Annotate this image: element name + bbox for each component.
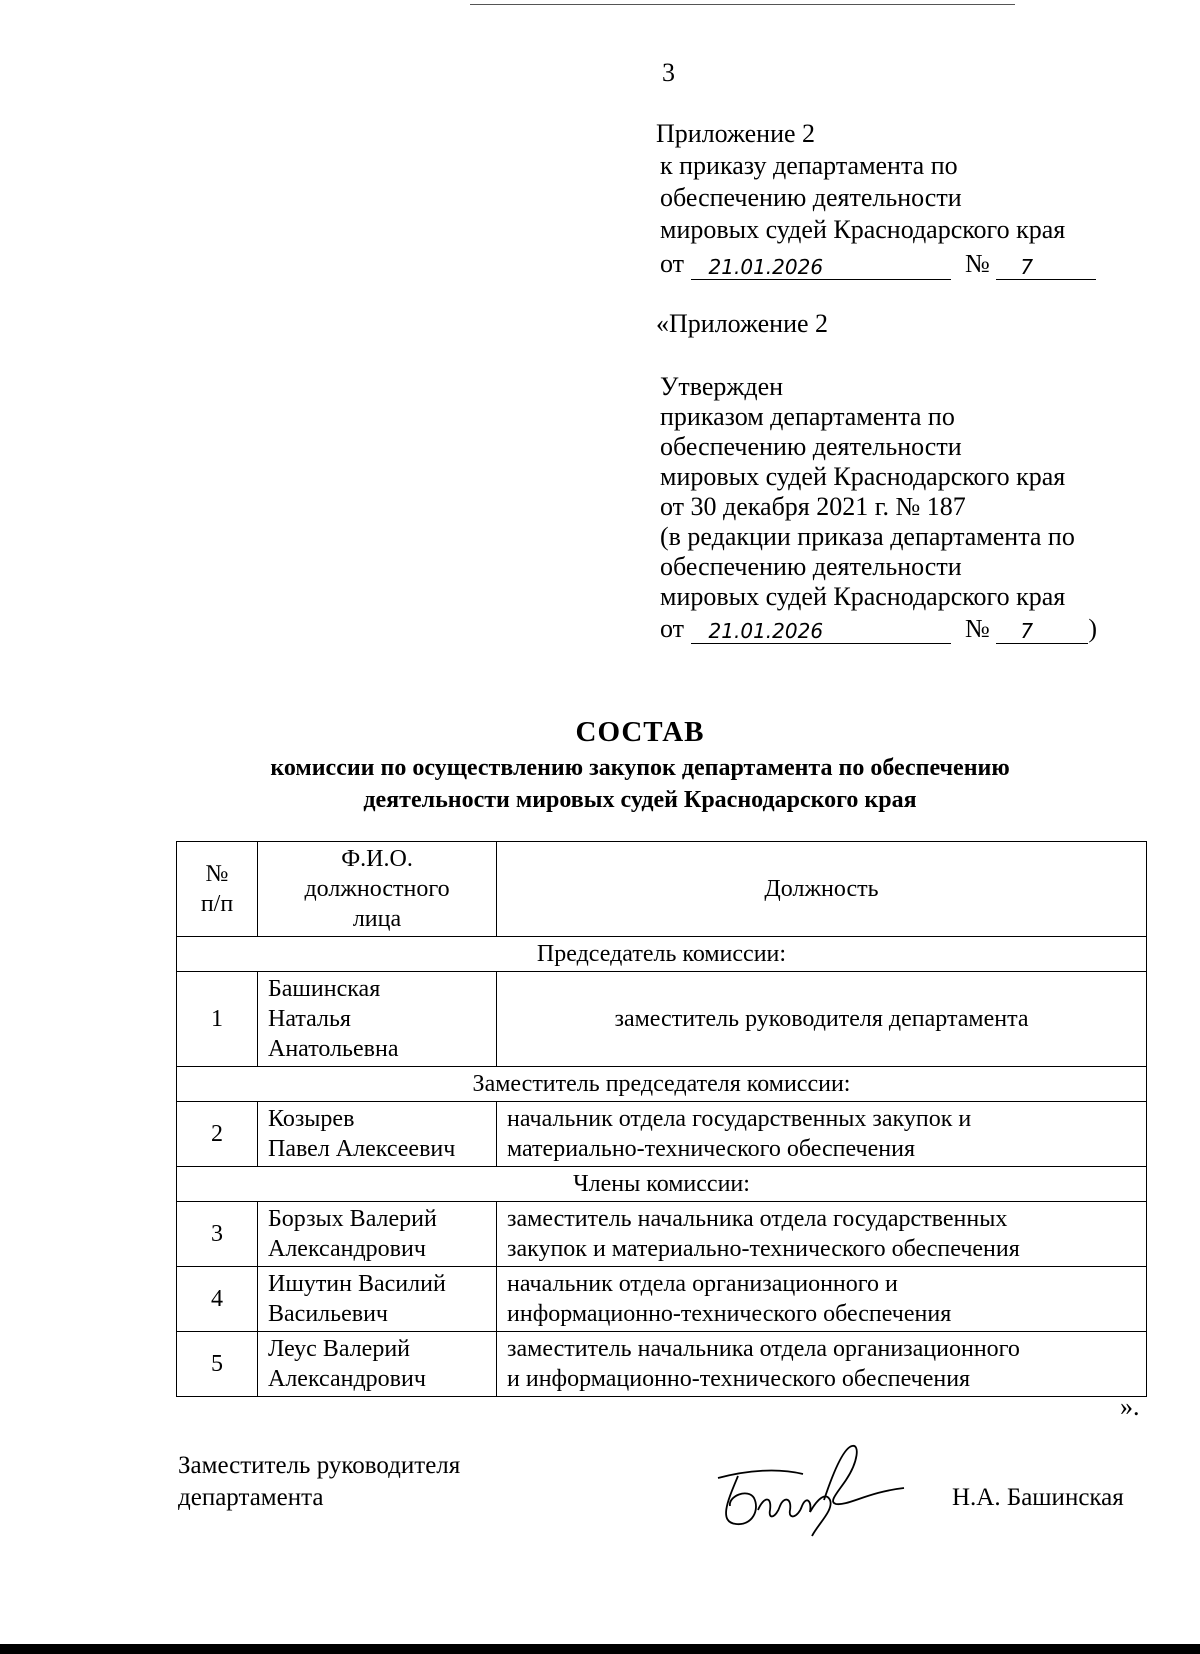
row-position-line: заместитель начальника отдела государственных <box>507 1206 1008 1232</box>
appendix-date-prefix: от <box>660 249 685 278</box>
approved-date-field: 21.01.2026 <box>691 618 951 644</box>
section-title: Члены комиссии: <box>177 1167 1147 1202</box>
section-title: Председатель комиссии: <box>177 937 1147 972</box>
header-position: Должность <box>497 842 1147 937</box>
header-num <box>177 842 258 937</box>
approved-line-2: приказом департамента по <box>660 402 955 431</box>
row-position-line: заместитель руководителя департамента <box>614 1006 1029 1032</box>
row-name <box>258 1332 497 1397</box>
row-position-line: информационно-технического обеспечения <box>507 1301 952 1327</box>
row-name <box>258 1267 497 1332</box>
header-name-line-1: Ф.И.О. <box>341 846 413 872</box>
row-name <box>258 972 497 1067</box>
appendix-line-2: к приказу департамента по <box>660 151 958 180</box>
approval-block <box>660 372 1097 644</box>
approved-number-prefix: № <box>965 614 990 643</box>
row-num: 4 <box>177 1267 258 1332</box>
signer-name: Н.А. Башинская <box>952 1484 1124 1511</box>
table-row <box>177 1332 1147 1397</box>
row-position <box>497 1267 1147 1332</box>
row-name <box>258 1202 497 1267</box>
row-name-line: Александрович <box>268 1236 426 1262</box>
appendix-header <box>656 118 1096 280</box>
appendix-number-prefix: № <box>965 249 990 278</box>
table-row <box>177 1267 1147 1332</box>
approved-line-1: Утвержден <box>660 372 784 401</box>
row-num: 2 <box>177 1102 258 1167</box>
row-num: 1 <box>177 972 258 1067</box>
scan-bottom-band <box>0 1644 1200 1654</box>
approved-line-6: (в редакции приказа департамента по <box>660 522 1075 551</box>
row-name-line: Наталья <box>268 1006 351 1032</box>
signer-title-line-2: департамента <box>178 1484 324 1511</box>
quoted-appendix: «Приложение 2 <box>656 309 829 338</box>
row-name-line: Борзых Валерий <box>268 1206 437 1232</box>
approved-number-field: 7 <box>996 618 1088 644</box>
row-position-line: и информационно-технического обеспечения <box>507 1366 971 1392</box>
row-name-line: Козырев <box>268 1106 355 1132</box>
appendix-line-4: мировых судей Краснодарского края <box>660 215 1066 244</box>
table-row <box>177 1202 1147 1267</box>
approved-line-5: от 30 декабря 2021 г. № 187 <box>660 492 966 521</box>
approved-line-7: обеспечению деятельности <box>660 552 962 581</box>
row-name <box>258 1102 497 1167</box>
approved-line-8: мировых судей Краснодарского края <box>660 582 1066 611</box>
row-position <box>497 972 1147 1067</box>
row-name-line: Анатольевна <box>268 1036 399 1062</box>
row-position-line: начальник отдела организационного и <box>507 1271 898 1297</box>
row-position-line: начальник отдела государственных закупок и <box>507 1106 972 1132</box>
section-title: Заместитель председателя комиссии: <box>177 1067 1147 1102</box>
approved-order-line <box>660 614 1097 644</box>
approved-closing-paren: ) <box>1088 614 1098 643</box>
approved-date-prefix: от <box>660 614 685 643</box>
row-position <box>497 1102 1147 1167</box>
row-name-line: Леус Валерий <box>268 1336 411 1362</box>
closing-quote: ». <box>1120 1392 1140 1421</box>
document-subtitle <box>160 752 1120 816</box>
appendix-date-field: 21.01.2026 <box>691 254 951 280</box>
signer-title <box>178 1450 460 1514</box>
row-name-line: Павел Алексеевич <box>268 1136 456 1162</box>
section-row <box>177 1067 1147 1102</box>
row-position-line: заместитель начальника отдела организационного <box>507 1336 1020 1362</box>
header-name <box>258 842 497 937</box>
row-name-line: Васильевич <box>268 1301 388 1327</box>
row-num: 3 <box>177 1202 258 1267</box>
header-name-line-3: лица <box>352 906 402 932</box>
commission-members-table <box>176 841 1147 1397</box>
subtitle-line-1: комиссии по осуществлению закупок департамента по обеспечению <box>270 755 1010 781</box>
section-row <box>177 937 1147 972</box>
table-row <box>177 1102 1147 1167</box>
page-number: 3 <box>662 58 675 87</box>
row-position <box>497 1202 1147 1267</box>
header-name-line-2: должностного <box>304 876 450 902</box>
appendix-order-line <box>656 248 1096 280</box>
signer-title-line-1: Заместитель руководителя <box>178 1452 461 1479</box>
row-name-line: Ишутин Василий <box>268 1271 446 1297</box>
table-header-row <box>177 842 1147 937</box>
document-title: СОСТАВ <box>575 716 705 748</box>
appendix-line-1: Приложение 2 <box>656 119 816 148</box>
row-num: 5 <box>177 1332 258 1397</box>
header-num-line-2: п/п <box>200 891 234 917</box>
header-num-line-1: № <box>205 861 229 887</box>
row-name-line: Александрович <box>268 1366 426 1392</box>
scan-top-line <box>470 4 1015 5</box>
appendix-line-3: обеспечению деятельности <box>660 183 962 212</box>
approved-line-4: мировых судей Краснодарского края <box>660 462 1066 491</box>
table-row <box>177 972 1147 1067</box>
signature-icon <box>708 1440 908 1540</box>
subtitle-line-2: деятельности мировых судей Краснодарского края <box>363 787 917 813</box>
section-row <box>177 1167 1147 1202</box>
row-position-line: материально-технического обеспечения <box>507 1136 915 1162</box>
row-name-line: Башинская <box>268 976 381 1002</box>
row-position <box>497 1332 1147 1397</box>
approved-line-3: обеспечению деятельности <box>660 432 962 461</box>
appendix-number-field: 7 <box>996 254 1096 280</box>
row-position-line: закупок и материально-технического обеспечения <box>507 1236 1020 1262</box>
